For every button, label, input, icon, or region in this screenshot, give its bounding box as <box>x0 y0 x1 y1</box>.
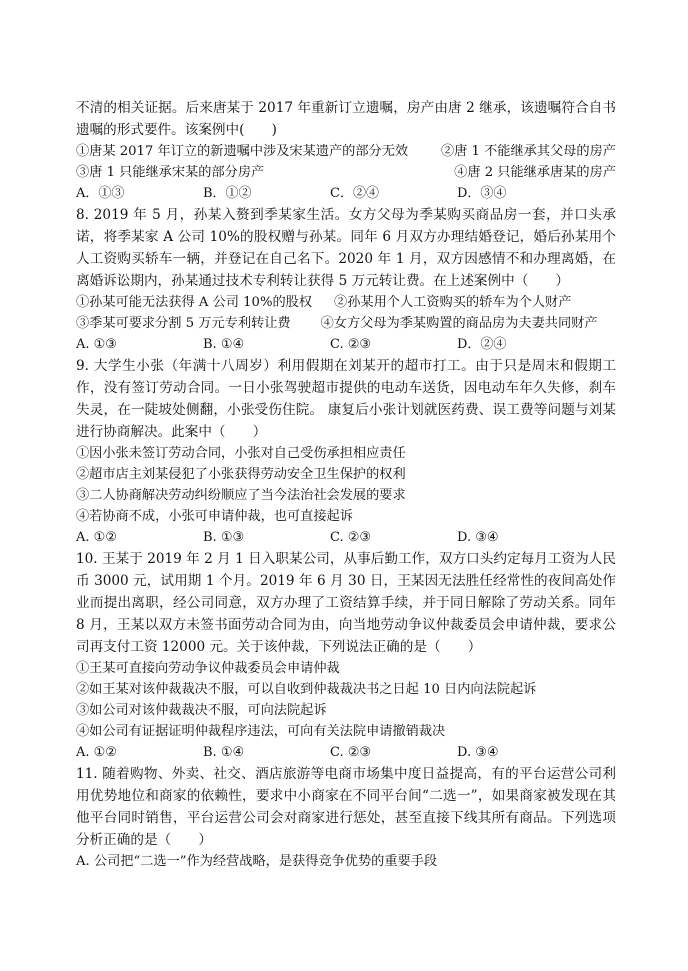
q8-statement-4: ④女方父母为季某购置的商品房为夫妻共同财产 <box>320 316 598 331</box>
q11-option-a[interactable]: A. 公司把“二选一”作为经营战略，是获得竞争优势的重要手段 <box>76 854 438 869</box>
q8-choice-c[interactable]: C. ②③ <box>330 337 372 352</box>
q10-choice-c[interactable]: C. ②③ <box>330 745 372 760</box>
q8-choice-a[interactable]: A. ①③ <box>76 337 117 352</box>
q10-choices <box>76 742 616 763</box>
q9-stem: 9. 大学生小张（年满十八周岁）利用假期在刘某开的超市打工。由于只是周末和假期工作，没有签订劳动合同。一日小张驾驶超市提供的电动车送货，因电动车年久失修，刹车失灵，在一陡坡处侧翻，小张受伤住院。 康复后小张计划就医药费、误工费等问题与刘某进行协商解决。此案中（ ） <box>76 358 616 440</box>
q10-stem: 10. 王某于 2019 年 2 月 1 日入职某公司，从事后勤工作，双方口头约定每月工资为人民币 3000 元，试用期 1 个月。2019 年 6 月 30 日，王某因无法胜任经常性的夜间高处作业而提出离职，经公司同意，双方办理了工资结算手续，并于同日解除了劳动关系。同年 8 月，王某以双方未签书面劳动合同为由，向当地劳动争议仲裁委员会申请仲裁，要求公司再支付工资 12000 元。关于该仲裁，下列说法正确的是（ ） <box>76 551 616 655</box>
q10-statement-4: ④如公司有证据证明仲裁程序违法，可向有关法院申请撤销裁决 <box>76 724 446 739</box>
q7-statement-4: ④唐 2 只能继承唐某的房产 <box>454 165 616 180</box>
q10-choice-d[interactable]: D. ③④ <box>457 745 499 760</box>
q10-statement-1: ①王某可直接向劳动争议仲裁委员会申请仲裁 <box>76 661 340 676</box>
q9-choices <box>76 527 616 548</box>
q8-statement-1: ①孙某可能无法获得 A 公司 10%的股权 <box>76 295 313 310</box>
q7-stem-tail: 不清的相关证据。后来唐某于 2017 年重新订立遗嘱，房产由唐 2 继承，该遗嘱符合自书遗嘱的形式要件。该案例中( ) <box>76 100 616 138</box>
q7-statement-3: ③唐 1 只能继承宋某的部分房产 <box>76 165 265 180</box>
q8-statement-3: ③季某可要求分割 5 万元专利转让费 <box>76 316 291 331</box>
q8-choice-d[interactable]: D．②④ <box>457 337 507 352</box>
q7-statement-2: ②唐 1 不能继承其父母的房产 <box>440 144 616 159</box>
q8-statement-2: ②孙某用个人工资购买的轿车为个人财产 <box>334 295 572 310</box>
q10-statement-2: ②如王某对该仲裁裁决不服，可以自收到仲裁裁决书之日起 10 日内向法院起诉 <box>76 682 537 697</box>
q8-stem: 8. 2019 年 5 月，孙某入赘到季某家生活。女方父母为季某购买商品房一套，并口头承诺，将季某家 A 公司 10%的股权赠与孙某。同年 6 月双方办理结婚登记，婚后孙某用个人工资购买轿车一辆，并登记在自己名下。2020 年 1 月，双方因感情不和办理离婚，在离婚诉讼期内，孙某通过技术专利转让获得 5 万元转让费。在上述案例中（ ） <box>76 207 616 289</box>
q8-choice-b[interactable]: B. ①④ <box>203 337 245 352</box>
q9-statement-2: ②超市店主刘某侵犯了小张获得劳动安全卫生保护的权利 <box>76 467 406 482</box>
q9-choice-d[interactable]: D. ③④ <box>457 530 499 545</box>
q8-statements-row-2 <box>76 313 616 334</box>
q10-choice-b[interactable]: B. ①④ <box>203 745 245 760</box>
q7-choice-a[interactable]: A．①③ <box>76 186 125 201</box>
q8-choices <box>76 334 616 355</box>
q7-statements-row-1 <box>76 141 616 162</box>
q7-choice-b[interactable]: B．①② <box>203 186 252 201</box>
q9-choice-c[interactable]: C. ②③ <box>330 530 372 545</box>
q7-choice-d[interactable]: D．③④ <box>457 186 507 201</box>
q9-statement-4: ④若协商不成，小张可申请仲裁，也可直接起诉 <box>76 509 353 524</box>
page-content <box>76 97 616 872</box>
q9-statement-3: ③二人协商解决劳动纠纷顺应了当今法治社会发展的要求 <box>76 488 406 503</box>
q7-choice-c[interactable]: C．②④ <box>330 186 379 201</box>
q11-stem: 11. 随着购物、外卖、社交、酒店旅游等电商市场集中度日益提高，有的平台运营公司利用优势地位和商家的依赖性，要求中小商家在不同平台间“二选一”，如果商家被发现在其他平台同时销售，平台运营公司会对商家进行惩处，甚至直接下线其所有商品。下列选项分析正确的是（ ） <box>76 766 616 848</box>
q10-statement-3: ③如公司对该仲裁裁决不服，可向法院起诉 <box>76 703 327 718</box>
q10-choice-a[interactable]: A. ①② <box>76 745 117 760</box>
q7-statements-row-2 <box>76 162 616 183</box>
q7-choices <box>76 183 616 204</box>
q7-statement-1: ①唐某 2017 年订立的新遗嘱中涉及宋某遗产的部分无效 <box>76 144 409 159</box>
q9-choice-b[interactable]: B. ①③ <box>203 530 245 545</box>
q9-choice-a[interactable]: A. ①② <box>76 530 117 545</box>
q8-statements-row-1 <box>76 292 616 313</box>
q9-statement-1: ①因小张未签订劳动合同，小张对自己受伤承担相应责任 <box>76 446 406 461</box>
